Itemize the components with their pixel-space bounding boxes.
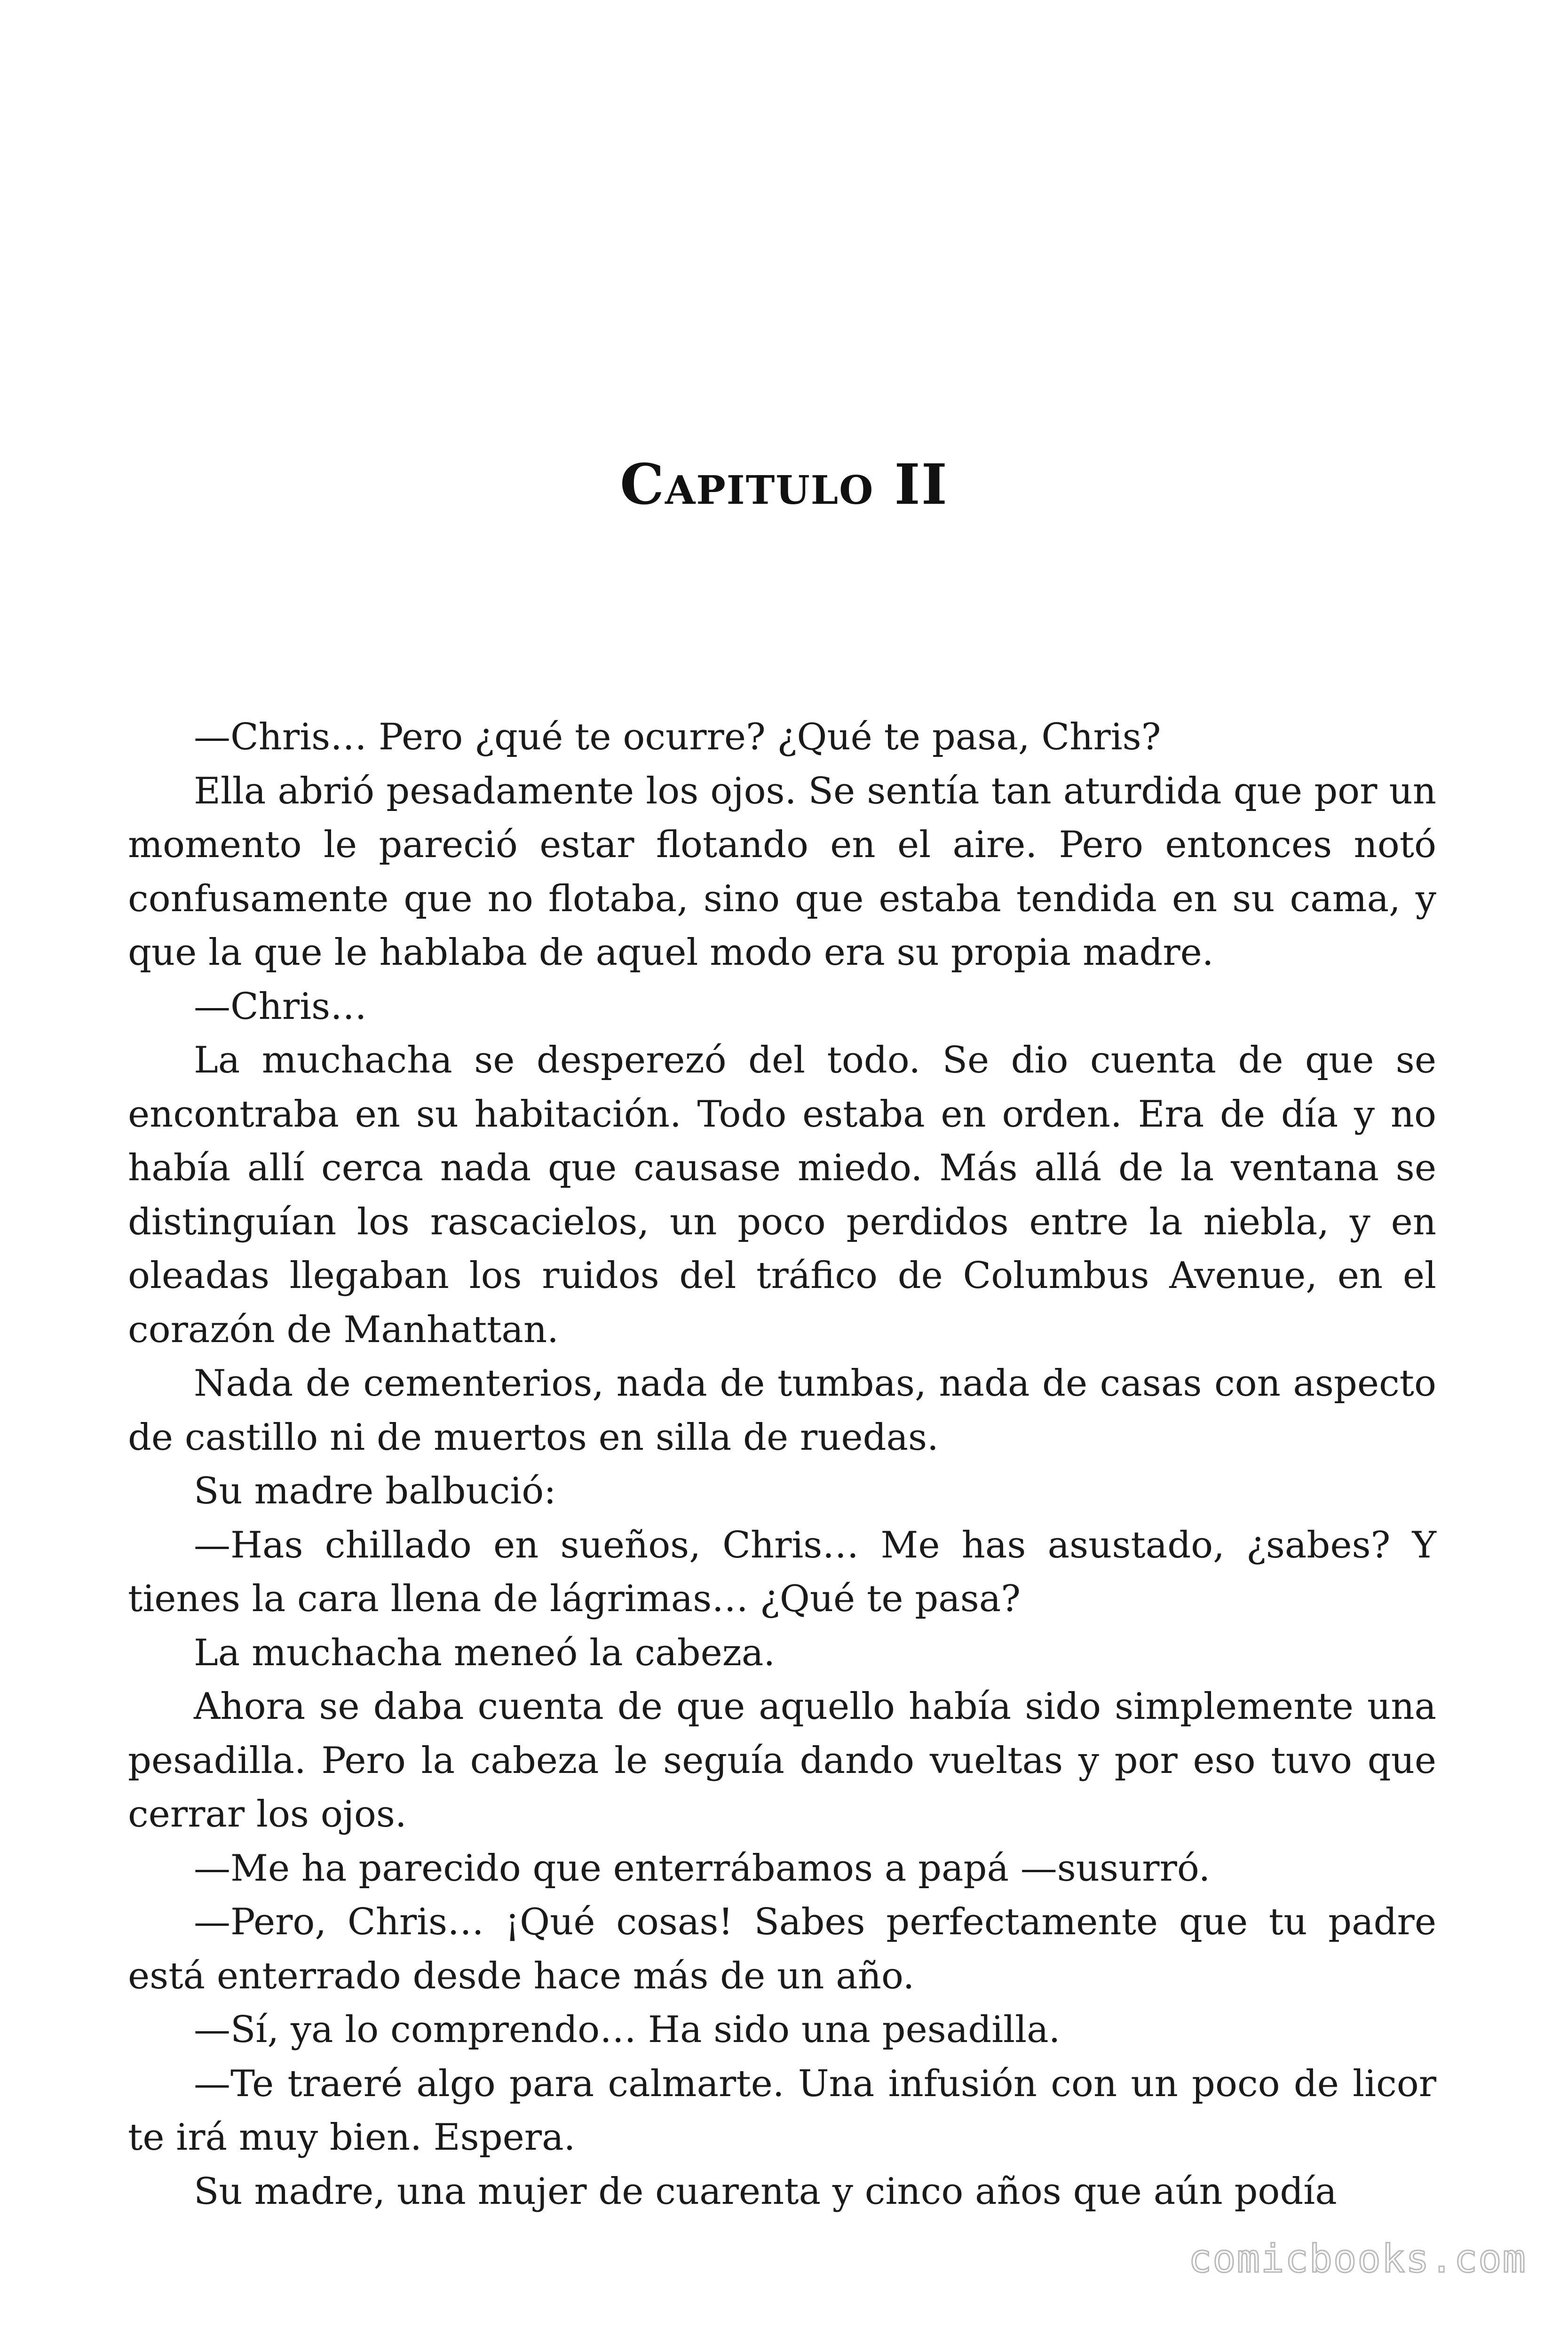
paragraph: Nada de cementerios, nada de tumbas, nada de casas con aspecto de castillo ni de muertos en silla de ruedas. [128,1362,1436,1459]
chapter-text [128,710,1436,2218]
watermark: comicbooks.com [1188,2237,1527,2281]
paragraph: Su madre balbució: [194,1470,556,1512]
paragraph: —Pero, Chris… ¡Qué cosas! Sabes perfectamente que tu padre está enterrado desde hace más de un año. [128,1901,1436,1997]
paragraph: La muchacha se desperezó del todo. Se dio cuenta de que se encontraba en su habitación. Todo estaba en orden. Era de día y no había allí cerca nada que causase miedo. Más allá de la ventana se distinguían los rascacielos, un poco perdidos entre la niebla, y en oleadas llegaban los ruidos del tráfico de Columbus Avenue, en el corazón de Manhattan. [128,1039,1436,1351]
chapter-title: Capitulo II [620,452,948,517]
paragraph: —Te traeré algo para calmarte. Una infusión con un poco de licor te irá muy bien. Espera. [128,2062,1436,2159]
paragraph: Su madre, una mujer de cuarenta y cinco años que aún podía [194,2170,1337,2213]
paragraph: —Has chillado en sueños, Chris… Me has asustado, ¿sabes? Y tienes la cara llena de lágrimas… ¿Qué te pasa? [128,1524,1436,1620]
paragraph: —Me ha parecido que enterrábamos a papá —susurró. [194,1847,1211,1890]
paragraph: Ahora se daba cuenta de que aquello había sido simplemente una pesadilla. Pero la cabeza le seguía dando vueltas y por eso tuvo que cerrar los ojos. [128,1685,1436,1836]
paragraph: La muchacha meneó la cabeza. [194,1631,776,1674]
paragraph: Ella abrió pesadamente los ojos. Se sentía tan aturdida que por un momento le pareció estar flotando en el aire. Pero entonces notó confusamente que no flotaba, sino que estaba tendida en su cama, y que la que le hablaba de aquel modo era su propia madre. [128,770,1436,974]
paragraph: —Chris… [194,985,367,1028]
paragraph: —Chris… Pero ¿qué te ocurre? ¿Qué te pasa, Chris? [194,716,1161,758]
paragraph: —Sí, ya lo comprendo… Ha sido una pesadilla. [194,2009,1061,2051]
